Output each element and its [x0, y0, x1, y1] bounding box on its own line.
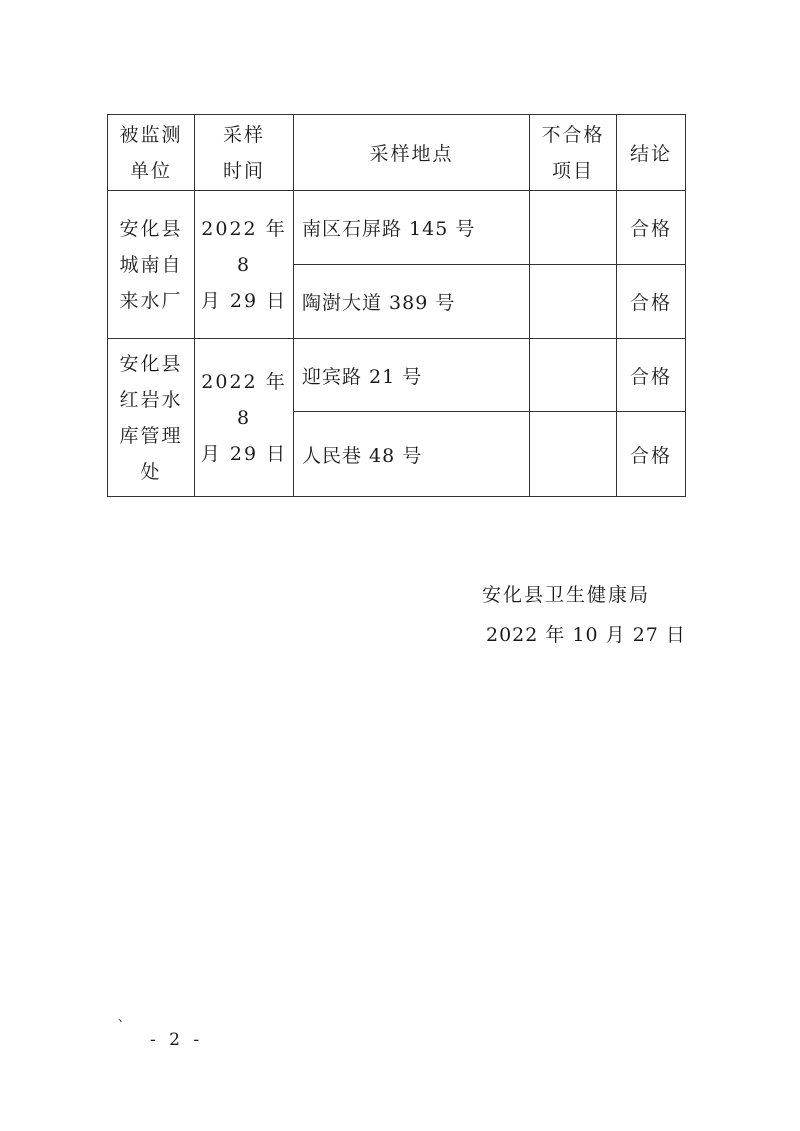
- unit-cell: 安化县 红岩水 库管理 处: [108, 339, 195, 497]
- conclusion-cell: 合格: [617, 412, 686, 497]
- stray-mark: 、: [118, 1010, 131, 1024]
- header-failed-items: 不合格 项目: [530, 115, 617, 191]
- issue-date: 2022 年 10 月 27 日: [486, 624, 686, 646]
- page-number: - 2 -: [150, 1030, 204, 1050]
- header-sampling-time: 采样 时间: [195, 115, 294, 191]
- issuer-name: 安化县卫生健康局: [482, 584, 651, 606]
- conclusion-cell: 合格: [617, 265, 686, 339]
- table-header-row: [108, 115, 686, 191]
- monitoring-results-table: [107, 114, 686, 497]
- header-sampling-location: 采样地点: [294, 115, 530, 191]
- failed-items-cell: [530, 339, 617, 412]
- sampling-location-cell: 人民巷 48 号: [294, 412, 530, 497]
- failed-items-cell: [530, 412, 617, 497]
- table-row: [108, 191, 686, 265]
- sampling-location-cell: 陶澍大道 389 号: [294, 265, 530, 339]
- sampling-time-cell: 2022 年 8 月 29 日: [195, 339, 294, 497]
- header-unit: 被监测 单位: [108, 115, 195, 191]
- sampling-location-cell: 南区石屏路 145 号: [294, 191, 530, 265]
- conclusion-cell: 合格: [617, 191, 686, 265]
- table-row: [108, 339, 686, 412]
- failed-items-cell: [530, 191, 617, 265]
- sampling-time-cell: 2022 年 8 月 29 日: [195, 191, 294, 339]
- failed-items-cell: [530, 265, 617, 339]
- sampling-location-cell: 迎宾路 21 号: [294, 339, 530, 412]
- header-conclusion: 结论: [617, 115, 686, 191]
- unit-cell: 安化县 城南自 来水厂: [108, 191, 195, 339]
- conclusion-cell: 合格: [617, 339, 686, 412]
